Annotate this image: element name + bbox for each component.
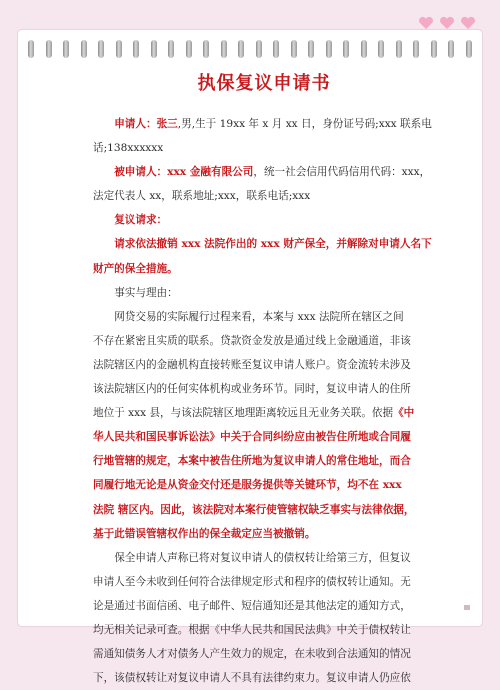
binder-ring	[203, 40, 209, 58]
binder-ring	[396, 40, 402, 58]
text-line-red: 行地管辖的规定，本案中被告住所地为复议申请人的常住地址，而合	[93, 455, 411, 468]
facts-paragraph-2	[93, 546, 435, 690]
binder-ring	[466, 40, 472, 58]
applicant-section	[93, 112, 435, 160]
text-line: 均无相关记录可查。根据《中华人民共和国民法典》中关于债权转让	[93, 623, 411, 636]
text-segment-red: 《中	[393, 407, 415, 420]
applicant-name: 张三	[156, 118, 178, 130]
binder-ring	[28, 40, 34, 58]
text-line: 法院辖区内的金融机构直接转账至复议申请人账户。资金流转未涉及	[93, 358, 411, 371]
request-text: 请求依法撤销 xxx 法院作出的 xxx 财产保全，并解除对申请人名下财产的保全措施。	[93, 238, 432, 275]
document-body	[93, 70, 435, 690]
binder-ring	[133, 40, 139, 58]
binder-ring	[378, 40, 384, 58]
facts-heading: 事实与理由：	[114, 286, 178, 299]
binder-ring	[343, 40, 349, 58]
text-line	[93, 401, 435, 425]
text-line-red: 同履行地无论是从资金交付还是服务提供等关键环节，均不在 xxx	[93, 479, 402, 492]
binder-ring	[431, 40, 437, 58]
text-line: 申请人至今未收到任何符合法律规定形式和程序的债权转让通知。无	[93, 575, 411, 588]
text-line: 不存在紧密且实质的联系。贷款资金发放是通过线上金融通道，非该	[93, 334, 411, 347]
binder-ring	[168, 40, 174, 58]
text-line: 该法院辖区内的任何实体机构或业务环节。同时，复议申请人的住所	[93, 383, 411, 396]
binder-ring	[98, 40, 104, 58]
request-heading: 复议请求：	[114, 214, 168, 227]
binder-ring	[326, 40, 332, 58]
text-line: 论是通过书面信函、电子邮件、短信通知还是其他法定的通知方式，	[93, 599, 411, 612]
binder-ring	[238, 40, 244, 58]
corner-mark	[464, 605, 470, 610]
respondent-section	[93, 160, 435, 208]
binder-ring	[291, 40, 297, 58]
binder-ring	[63, 40, 69, 58]
binder-ring	[186, 40, 192, 58]
notebook-page	[18, 30, 482, 685]
facts-paragraph-1	[93, 305, 435, 546]
binder-ring	[46, 40, 52, 58]
binder-ring	[308, 40, 314, 58]
binder-ring	[221, 40, 227, 58]
heart-icon	[460, 16, 476, 30]
heart-icon	[439, 16, 455, 30]
respondent-label: 被申请人：	[114, 166, 168, 179]
binder-ring	[413, 40, 419, 58]
binder-ring	[448, 40, 454, 58]
binder-ring	[81, 40, 87, 58]
respondent-name: xxx 金融有限公司	[167, 166, 254, 179]
text-line: 需通知债务人才对债务人产生效力的规定，在未收到合法通知的情况	[93, 648, 411, 661]
heart-decoration	[418, 16, 476, 30]
binder-ring	[273, 40, 279, 58]
document-title: 执保复议申请书	[197, 73, 331, 94]
binder-ring	[361, 40, 367, 58]
binder-ring	[256, 40, 262, 58]
text-segment: 地位于 xxx 县，与该法院辖区地理距离较远且无业务关联。依据	[93, 407, 394, 420]
respondent-info: ，统一社会信用代码信用代码：xxx，法定代表人 xx，联系地址;xxx，联系电话;xxx	[93, 166, 431, 203]
binder-ring	[151, 40, 157, 58]
text-line-red: 华人民共和国民事诉讼法》中关于合同纠纷应由被告住所地或合同履	[93, 431, 411, 444]
binder-ring	[116, 40, 122, 58]
text-line: 下，该债权转让对复议申请人不具有法律约束力。复议申请人仍应依	[93, 672, 411, 685]
text-line-red: 法院 辖区内。因此，该法院对本案行使管辖权缺乏事实与法律依据，	[93, 503, 415, 516]
binder-rings	[28, 40, 472, 58]
text-line: 网贷交易的实际履行过程来看，本案与 xxx 法院所在辖区之间	[114, 310, 404, 323]
heart-icon	[418, 16, 434, 30]
text-line: 保全申请人声称已将对复议申请人的债权转让给第三方，但复议	[114, 551, 411, 564]
text-line-red: 基于此错误管辖权作出的保全裁定应当被撤销。	[93, 527, 316, 540]
applicant-label: 申请人：	[114, 118, 157, 130]
applicant-info: ,男,生于 19xx 年 x 月 xx 日，身份证号码;xxx 联系电话;138xxxxxx	[93, 118, 432, 155]
